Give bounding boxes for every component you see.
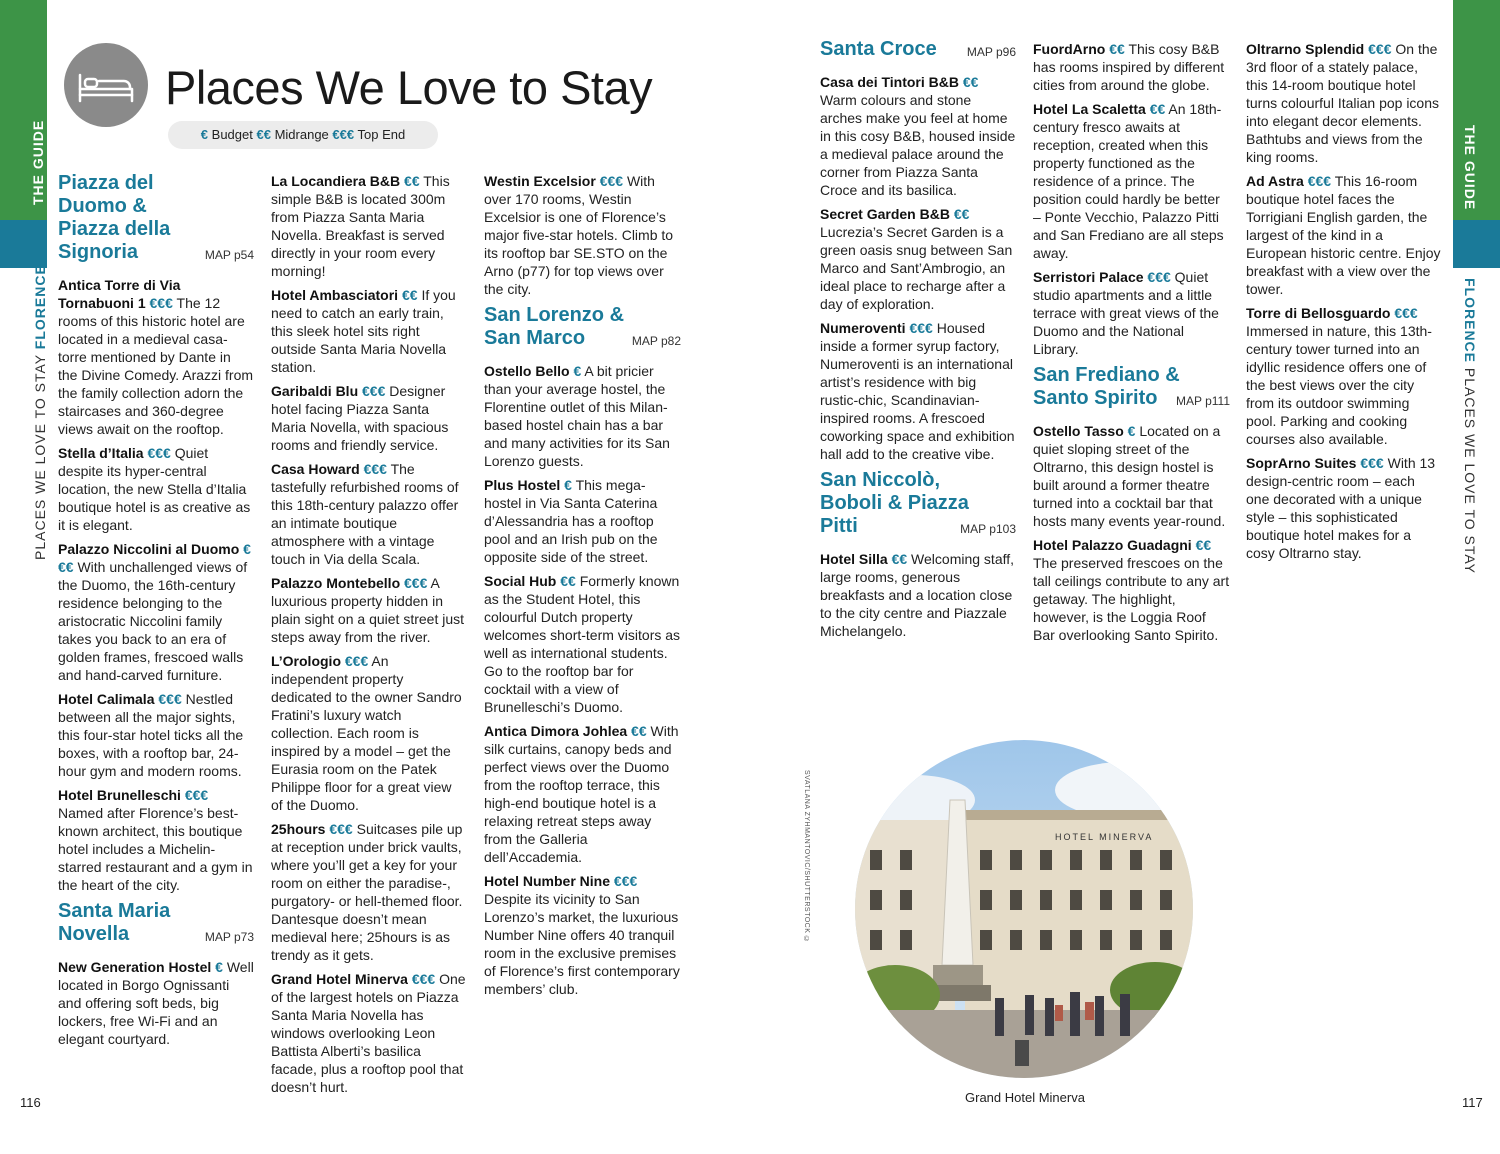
listing-text: This 16-room boutique hotel faces the Torrigiani English garden, the largest of the kind in a European historic centre. Enjoy breakfast with a view over the tower. — [1246, 173, 1441, 297]
legend-mid: Midrange — [274, 127, 329, 142]
listing-text: An 18th-century fresco awaits at reception, created when this property functioned as the residence of a prince. The position could hardly be better – Ponte Vecchio, Palazzo Pitti and San Frediano are all steps away. — [1033, 101, 1224, 261]
listing-name: Westin Excelsior — [484, 173, 596, 189]
listing — [484, 572, 681, 716]
listing-text: This cosy B&B has rooms inspired by different cities from around the globe. — [1033, 41, 1225, 93]
price-tag: €€€ — [58, 541, 251, 575]
listing — [484, 722, 681, 866]
listing — [484, 172, 681, 298]
listing-text: The tastefully refurbished rooms of this 18th-century palazzo offer an intimate boutique atmosphere with a vintage touch in Via della Scala. — [271, 461, 459, 567]
price-tag: €€ — [560, 573, 576, 589]
listing-text: Lucrezia’s Secret Garden is a green oasis snug between San Marco and Sant’Ambrogio, an ideal place to recharge after a day of exploration. — [820, 224, 1013, 312]
section-title: San Lorenzo & San Marco — [484, 304, 625, 349]
listing-name: Secret Garden B&B — [820, 206, 950, 222]
right-running-head — [1462, 278, 1478, 574]
listing — [484, 362, 681, 470]
listing-text: Formerly known as the Student Hotel, this colourful Dutch property welcomes short-term visitors as well as international students. Go to the rooftop bar for cocktail with a view of Brunelleschi’s Duomo. — [484, 573, 681, 715]
legend-mid-symbol: €€ — [256, 127, 271, 142]
listing-name: Palazzo Montebello — [271, 575, 401, 591]
listing-text: With silk curtains, canopy beds and perfect views over the Duomo from the rooftop terrace, this high-end boutique hotel is a relaxing retreat steps away from the Galleria dell’Accademia. — [484, 723, 679, 865]
listing-name: Hotel Number Nine — [484, 873, 611, 889]
price-tag: €€€ — [147, 445, 171, 461]
listing-text: Nestled between all the major sights, this four-star hotel ticks all the boxes, with a rooftop bar, 24-hour gym and modern rooms. — [58, 691, 244, 779]
map-ref: MAP p103 — [960, 522, 1016, 536]
listing — [484, 872, 681, 998]
listing-name: L’Orologio — [271, 653, 341, 669]
listing-text: An independent property dedicated to the owner Sandro Fratini’s luxury watch collection. Each room is inspired by a model – get the Eurasia room on the Patek Philippe floor for a great view of the Duomo. — [271, 653, 462, 813]
listing-name: Oltrarno Splendid — [1246, 41, 1365, 57]
listing-name: Antica Dimora Johlea — [484, 723, 628, 739]
listing-text: Well located in Borgo Ognissanti and offering soft beds, big lockers, free Wi-Fi and an elegant courtyard. — [58, 959, 254, 1047]
listing — [58, 786, 254, 894]
section-heading — [58, 900, 254, 946]
listing — [1033, 268, 1230, 358]
price-tag: €€€ — [149, 295, 173, 311]
listing — [271, 286, 467, 376]
listing-text: Suitcases pile up at reception under brick vaults, where you’ll get a key for your room on either the paradise-, purgatory- or hell-themed floor. Dantesque doesn’t mean medieval here; 25hours is as trendy as it gets. — [271, 821, 463, 963]
left-running-head — [32, 264, 48, 560]
listing — [1246, 304, 1442, 448]
section-heading — [1033, 364, 1230, 410]
listing — [58, 690, 254, 780]
listing-text: Housed inside a former syrup factory, Numeroventi is an international artist’s residence with big rustic-chic, Scandinavian-inspired rooms. A frescoed coworking space and exhibition hall add to the creative vibe. — [820, 320, 1015, 462]
price-tag: €€€ — [1368, 41, 1392, 57]
price-tag: €€ — [631, 723, 647, 739]
page-title: Places We Love to Stay — [165, 61, 653, 114]
right-tab-label: THE GUIDE — [1462, 125, 1478, 211]
map-ref: MAP p54 — [204, 248, 254, 262]
listing — [1033, 422, 1230, 530]
column-5 — [1033, 40, 1230, 650]
price-tag: €€ — [404, 173, 420, 189]
listing-name: Ostello Bello — [484, 363, 570, 379]
listing — [484, 476, 681, 566]
listing-text: Warm colours and stone arches make you feel at home in this cosy B&B, housed inside a medieval palace around the corner from Piazza Santa Croce and its basilica. — [820, 92, 1016, 198]
listing-text: On the 3rd floor of a stately palace, this 14-room boutique hotel turns colourful Italian pop icons into elegant decor elements. Bathtubs and views from the king rooms. — [1246, 41, 1439, 165]
listing-text: If you need to catch an early train, this sleek hotel sits right outside Santa Maria Novella station. — [271, 287, 456, 375]
legend-budget: Budget — [211, 127, 253, 142]
listing-text: Despite its vicinity to San Lorenzo’s market, the luxurious Number Nine offers 40 tranquil room in the exclusive premises of Florence’s first contemporary members’ club. — [484, 891, 680, 997]
price-tag: € — [215, 959, 223, 975]
hotel-photo — [855, 740, 1193, 1078]
price-tag: €€€ — [1147, 269, 1171, 285]
price-tag: €€€ — [1307, 173, 1332, 189]
photo-credit: SVATLANA ZYHMANTOVIC/SHUTTERSTOCK © — [803, 770, 810, 944]
listing-name: Serristori Palace — [1033, 269, 1144, 285]
running-head-city: FLORENCE — [1462, 278, 1478, 363]
listing-text: Named after Florence’s best-known architect, this boutique hotel includes a Michelin-starred restaurant and a gym in the heart of the city. — [58, 805, 253, 893]
listing-name: Hotel Calimala — [58, 691, 155, 707]
listing-name: Casa Howard — [271, 461, 360, 477]
listing-text: This simple B&B is located 300m from Piazza Santa Maria Novella. Breakfast is served directly in your room every morning! — [271, 173, 450, 279]
left-tab-teal — [0, 220, 47, 268]
listing — [58, 540, 254, 684]
listing — [271, 382, 467, 454]
listing-text: Immersed in nature, this 13th-century tower turned into an idyllic residence offers one of the best views over the city from its outdoor swimming pool. Parking and cooking courses also available. — [1246, 323, 1432, 447]
photo-caption: Grand Hotel Minerva — [965, 1090, 1085, 1105]
listing-name: SoprArno Suites — [1246, 455, 1357, 471]
listing-text: The preserved frescoes on the tall ceilings contribute to any art getaway. The highlight, however, is the Loggia Roof Bar overlooking Santo Spirito. — [1033, 555, 1230, 643]
left-tab-label: THE GUIDE — [30, 119, 46, 205]
listing-name: Hotel Brunelleschi — [58, 787, 181, 803]
listing-text: Quiet despite its hyper-central location, the new Stella d’Italia boutique hotel is as creative as it is elegant. — [58, 445, 251, 533]
price-tag: €€€ — [411, 971, 436, 987]
section-title: San Frediano & Santo Spirito — [1033, 364, 1180, 409]
price-tag: €€€ — [599, 173, 624, 189]
listing-name: FuordArno — [1033, 41, 1106, 57]
listing — [271, 574, 467, 646]
listing-name: Stella d’Italia — [58, 445, 144, 461]
price-tag: € — [1127, 423, 1136, 439]
price-tag: €€€ — [404, 575, 428, 591]
listing-name: Social Hub — [484, 573, 557, 589]
column-6 — [1246, 40, 1442, 568]
price-tag: €€€ — [909, 320, 933, 336]
section-title: Santa Croce — [820, 38, 937, 60]
column-3 — [484, 172, 681, 1004]
listing-name: Torre di Bellosguardo — [1246, 305, 1391, 321]
listing — [820, 205, 1016, 313]
listing — [1246, 40, 1442, 166]
section-title: Piazza del Duomo & Piazza della Signoria — [58, 172, 171, 263]
section-title: Santa Maria Novella — [58, 900, 171, 945]
map-ref: MAP p82 — [631, 334, 681, 348]
listing-name: Hotel Palazzo Guadagni — [1033, 537, 1192, 553]
listing-name: Casa dei Tintori B&B — [820, 74, 959, 90]
listing-name: Antica Torre di Via Tornabuoni 1 — [58, 277, 181, 311]
listing-text: With 13 design-centric room – each one decorated with a unique style – this sophisticated boutique hotel makes for a cosy Oltrarno stay. — [1246, 455, 1436, 561]
listing-text: A bit pricier than your average hostel, the Florentine outlet of this Milan-based hostel chain has a bar and many activities for its San Lorenzo guests. — [484, 363, 670, 469]
listing-text: The 12 rooms of this historic hotel are located in a medieval casa-torre mentioned by Dante in the Divine Comedy. Arazzi from the family collection adorn the staircases and 360-degree views await on the rooftop. — [58, 295, 254, 437]
listing — [58, 958, 254, 1048]
page-number-left: 116 — [20, 1095, 41, 1110]
listing-text: Welcoming staff, large rooms, generous breakfasts and a location close to the city centre and Piazzale Michelangelo. — [820, 551, 1015, 639]
price-tag: €€ — [1109, 41, 1125, 57]
bed-icon — [64, 43, 148, 127]
listing-name: New Generation Hostel — [58, 959, 212, 975]
section-title: San Niccolò, Boboli & Piazza Pitti — [820, 469, 969, 537]
price-tag: €€ — [1149, 101, 1166, 117]
listing — [820, 319, 1016, 463]
price-tag: €€ — [962, 74, 979, 90]
map-ref: MAP p111 — [1175, 394, 1230, 408]
listing-text: Located on a quiet sloping street of the Oltrarno, this design hostel is built around a former theatre turned into a cocktail bar that hosts many events year-round. — [1033, 423, 1226, 529]
listing-text: This mega-hostel in Via Santa Caterina d’Alessandria has a rooftop pool and an Irish pub on the opposite side of the street. — [484, 477, 658, 565]
listing-name: Plus Hostel — [484, 477, 561, 493]
listing-name: La Locandiera B&B — [271, 173, 401, 189]
price-tag: €€€ — [1360, 455, 1384, 471]
map-ref: MAP p96 — [966, 45, 1016, 59]
running-head-city: FLORENCE — [32, 264, 48, 350]
price-tag: €€€ — [613, 873, 638, 889]
section-heading — [820, 38, 1016, 61]
price-tag: € — [573, 363, 582, 379]
listing-text: Quiet studio apartments and a little terrace with great views of the Duomo and the National Library. — [1033, 269, 1219, 357]
price-tag: €€€ — [1394, 305, 1418, 321]
listing-name: Grand Hotel Minerva — [271, 971, 408, 987]
price-tag: €€ — [401, 287, 418, 303]
listing-name: Ostello Tasso — [1033, 423, 1124, 439]
listing — [58, 444, 254, 534]
running-head-section: PLACES WE LOVE TO STAY — [1462, 367, 1478, 575]
price-tag: €€ — [953, 206, 970, 222]
listing — [1246, 172, 1442, 298]
column-2 — [271, 172, 467, 1102]
listing — [1033, 100, 1230, 262]
listing-name: Ad Astra — [1246, 173, 1304, 189]
listing-name: Hotel Silla — [820, 551, 888, 567]
listing — [271, 172, 467, 280]
listing-name: Numeroventi — [820, 320, 906, 336]
legend-top-symbol: €€€ — [332, 127, 355, 142]
listing-text: With over 170 rooms, Westin Excelsior is one of Florence’s major five-star hotels. Climb to its rooftop bar SE.STO on the Arno (p77) for top views over the city. — [484, 173, 674, 297]
listing-text: Designer hotel facing Piazza Santa Maria Novella, with spacious rooms and friendly service. — [271, 383, 449, 453]
column-1 — [58, 172, 254, 1054]
listing — [820, 550, 1016, 640]
legend-budget-symbol: € — [200, 127, 209, 142]
listing-text: A luxurious property hidden in plain sight on a quiet street just steps away from the river. — [271, 575, 465, 645]
column-4 — [820, 38, 1016, 646]
price-tag: €€ — [891, 551, 908, 567]
right-tab-teal — [1453, 220, 1500, 268]
price-tag: €€€ — [363, 461, 387, 477]
listing-text: One of the largest hotels on Piazza Santa Maria Novella has windows overlooking Leon Battista Alberti’s basilica facade, plus a rooftop pool that doesn’t hurt. — [271, 971, 466, 1095]
price-tag: €€ — [1195, 537, 1212, 553]
page-number-right: 117 — [1462, 1095, 1483, 1110]
listing — [271, 460, 467, 568]
legend-top: Top End — [357, 127, 406, 142]
section-heading — [820, 469, 1016, 538]
price-tag: €€€ — [158, 691, 182, 707]
listing-name: Hotel Ambasciatori — [271, 287, 399, 303]
price-tag: €€€ — [362, 383, 386, 399]
section-heading — [58, 172, 254, 264]
section-heading — [484, 304, 681, 350]
listing-name: Hotel La Scaletta — [1033, 101, 1146, 117]
listing-name: 25hours — [271, 821, 326, 837]
listing-name: Garibaldi Blu — [271, 383, 359, 399]
hotel-sign: HOTEL MINERVA — [1055, 832, 1154, 842]
listing — [271, 820, 467, 964]
price-tag: € — [564, 477, 572, 493]
listing — [58, 276, 254, 438]
listing-name: Palazzo Niccolini al Duomo — [58, 541, 240, 557]
listing — [1033, 40, 1230, 94]
map-ref: MAP p73 — [204, 930, 254, 944]
listing-text: With unchallenged views of the Duomo, the 16th-century residence belonging to the aristocratic Niccolini family takes you back to an era of golden frames, frescoed walls and hand-carved furniture. — [58, 559, 248, 683]
price-tag: €€€ — [329, 821, 353, 837]
listing — [1246, 454, 1442, 562]
price-tag: €€€ — [344, 653, 369, 669]
listing — [1033, 536, 1230, 644]
listing — [271, 652, 467, 814]
price-legend — [168, 121, 438, 149]
listing — [820, 73, 1016, 199]
running-head-section: PLACES WE LOVE TO STAY — [32, 354, 48, 560]
listing — [271, 970, 467, 1096]
price-tag: €€€ — [184, 787, 209, 803]
